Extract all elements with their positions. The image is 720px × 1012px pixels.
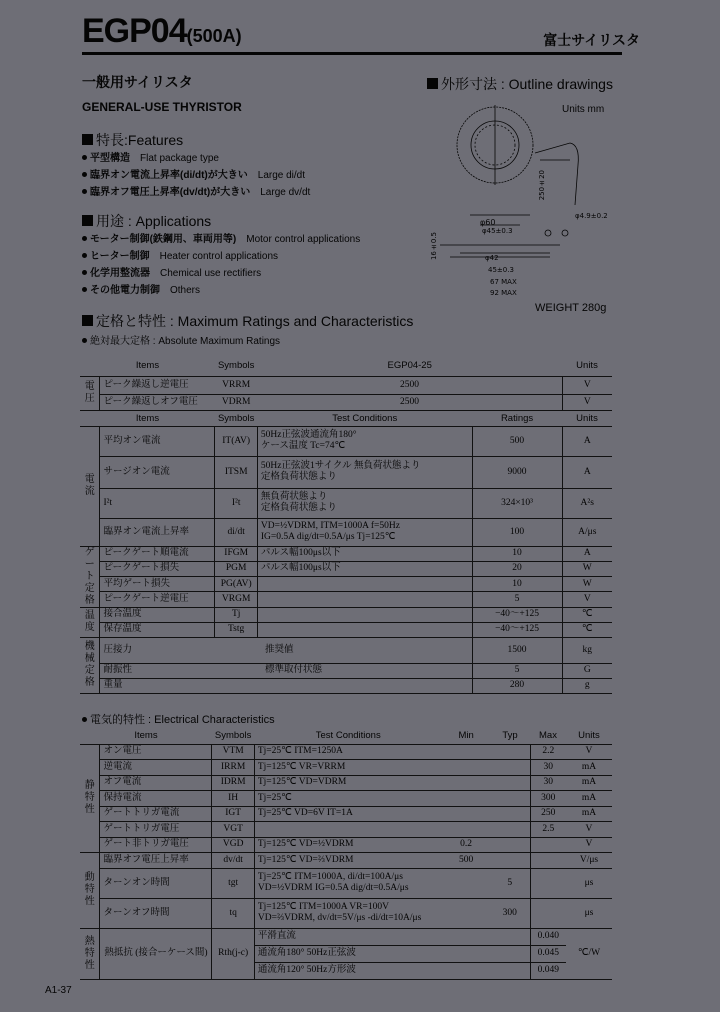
value-typ [490,822,530,838]
item: 保存温度 [100,622,215,637]
item: サージオン電流 [100,456,215,488]
group-label: 温度 [80,607,100,637]
list-item [82,167,310,184]
rating: 324×10³ [472,488,562,518]
unit: A [562,546,612,561]
outline-drawing [440,105,612,305]
test-condition: 50Hz正弦波1サイクル 無負荷状態より 定格負荷状態より [257,456,472,488]
table-row [80,561,612,576]
value-min [442,898,490,928]
symbol: IRRM [212,760,254,776]
value-max [530,868,566,898]
test-condition: Tj=25℃ [254,791,442,807]
item: ゲートトリガ電流 [100,806,212,822]
test-condition [257,592,472,607]
test-condition [257,607,472,622]
model-title [82,14,242,53]
table-row [80,853,612,869]
item-jp: 化学用整流器 [90,268,150,279]
value-max: 250 [530,806,566,822]
col-symbols: Symbols [215,356,257,376]
table-row [80,622,612,637]
table-row [80,376,612,394]
table-row [80,637,612,663]
table-row [80,663,612,678]
item: 重量 [100,678,215,693]
unit: ℃ [562,622,612,637]
symbol: VRGM [215,592,257,607]
value-typ [490,853,530,869]
item-en: Motor control applications [246,234,361,245]
item-jp: ヒーター制御 [90,251,150,262]
jp-subtitle: 一般用サイリスタ [82,75,193,91]
value-max [530,898,566,928]
dim-250: 250±20 [538,170,546,201]
rating: 100 [472,518,562,546]
dim-92max: 92 MAX [490,289,517,297]
item: オン電圧 [100,744,212,760]
unit: W [562,561,612,576]
symbol: I²t [215,488,257,518]
table-row [80,791,612,807]
page-number: A1-37 [45,985,72,996]
unit: A [562,456,612,488]
symbol: VDRM [215,394,257,410]
item: ピークゲート逆電圧 [100,592,215,607]
col-max: Max [530,728,566,744]
list-item [82,231,360,248]
bullet-icon [82,287,87,292]
test-condition [257,577,472,592]
symbol: Rth(j-c) [212,928,254,979]
list-item [82,150,310,167]
item: ピーク繰返しオフ電圧 [100,394,215,410]
table-row [80,577,612,592]
col-ratings: Ratings [472,410,562,426]
value-unit: μs [566,898,612,928]
table-row [80,592,612,607]
value-max: 300 [530,791,566,807]
value-max [530,837,566,853]
item: オフ電流 [100,775,212,791]
value-max: 0.049 [530,962,566,979]
unit: G [562,663,612,678]
group-label: 動特性 [80,853,100,929]
item-en: Large dv/dt [260,187,311,198]
symbol: di/dt [215,518,257,546]
bullet-icon [82,717,87,722]
bullet-icon [82,253,87,258]
table-header [80,356,612,376]
rating: 5 [472,663,562,678]
unit: A/μs [562,518,612,546]
test-condition [254,822,442,838]
col-symbols: Symbols [212,728,254,744]
square-bullet-icon [82,215,93,226]
test-condition: パルス幅100μs以下 [257,546,472,561]
symbol: PG(AV) [215,577,257,592]
weight-label: WEIGHT 280g [535,302,607,314]
symbol: IDRM [212,775,254,791]
rating: −40〜+125 [472,622,562,637]
ratings-title: 定格と特性 : Maximum Ratings and Characteristics [96,313,414,329]
test-condition: パルス幅100μs以下 [257,561,472,576]
features-title: 特長:Features [96,132,184,148]
unit: V [562,376,612,394]
value-min [442,822,490,838]
test-condition: 通流角180° 50Hz正弦波 [254,945,530,962]
item: 平均オン電流 [100,426,215,456]
value-unit: mA [566,775,612,791]
value-min [442,744,490,760]
value-unit: V [566,822,612,838]
table-row [80,456,612,488]
value-min [442,775,490,791]
table-row [80,898,612,928]
table-header [80,410,612,426]
col-conditions: Test Conditions [257,410,472,426]
model-rating: (500A) [186,26,242,46]
col-units: Units [562,356,612,376]
symbol: tgt [212,868,254,898]
col-units: Units [562,410,612,426]
item: ピークゲート損失 [100,561,215,576]
item: 平均ゲート損失 [100,577,215,592]
test-condition: Tj=125℃ VD=½VDRM [254,837,442,853]
item: ターンオフ時間 [100,898,212,928]
dim-45: 45±0.3 [488,266,514,274]
symbol: Tstg [215,622,257,637]
unit: ℃ [562,607,612,622]
dim-phi60: φ60 [480,218,496,227]
value-unit: mA [566,760,612,776]
symbol: IGT [212,806,254,822]
bullet-icon [82,236,87,241]
group-label: 静特性 [80,744,100,853]
rating: 5 [472,592,562,607]
value-max [530,853,566,869]
test-condition: Tj=125℃ VR=VRRM [254,760,442,776]
table-row [80,546,612,561]
test-condition: 通流角120° 50Hz方形波 [254,962,530,979]
item-en: Chemical use rectifiers [160,268,262,279]
item: 熱抵抗 (接合ーケース間) [100,928,212,979]
test-condition: Tj=125℃ VD=VDRM [254,775,442,791]
outline-title: 外形寸法 : Outline drawings [441,76,613,92]
item-en: Others [170,285,201,296]
value-min [442,868,490,898]
value-typ [490,806,530,822]
unit: ℃/W [566,928,612,979]
symbol: tq [212,898,254,928]
outline-section [427,74,613,94]
test-condition: 50Hz正弦波通流角180° ケース温度 Tc=74℃ [257,426,472,456]
brand-label: 富士サイリスタ [543,33,640,49]
symbol: dv/dt [212,853,254,869]
rating: 2500 [257,394,562,410]
value-min [442,760,490,776]
value-max: 2.5 [530,822,566,838]
item: I²t [100,488,215,518]
table-row [80,837,612,853]
test-condition: Tj=125℃ VD=⅔VDRM [254,853,442,869]
table-row [80,394,612,410]
dim-16: 16±0.5 [430,232,438,261]
col-typ: Typ [490,728,530,744]
group-label: 電流 [80,426,100,546]
unit: V [562,592,612,607]
list-item [82,265,360,282]
rating: 10 [472,546,562,561]
test-condition [257,622,472,637]
item: ターンオン時間 [100,868,212,898]
electrical-table [80,728,612,980]
item-en: Heater control applications [159,251,279,262]
value-max: 30 [530,775,566,791]
rating: 1500 [472,637,562,663]
test-condition: Tj=125℃ ITM=1000A VR=100V VD=⅔VDRM, dv/dt=5V/μs -di/dt=10A/μs [254,898,442,928]
unit: kg [562,637,612,663]
item: 耐振性 [100,663,215,678]
features-section [82,130,310,201]
symbol: VGT [212,822,254,838]
title-rule [82,52,622,55]
item-jp: その他電力制御 [90,285,160,296]
test-condition: VD=½VDRM, ITM=1000A f=50Hz IG=0.5A dig/dt=0.5A/μs Tj=125℃ [257,518,472,546]
symbol: VRRM [215,376,257,394]
table-header [80,728,612,744]
item-jp: モーター制御(鉄鋼用、車両用等) [90,234,237,245]
dim-67max: 67 MAX [490,278,517,286]
rating: 10 [472,577,562,592]
col-items: Items [80,728,212,744]
value-max: 2.2 [530,744,566,760]
item: 臨界オン電流上昇率 [100,518,215,546]
col-items: Items [80,356,215,376]
item: 圧接力 [100,637,215,663]
col-items: Items [80,410,215,426]
value-typ: 300 [490,898,530,928]
rating: 500 [472,426,562,456]
symbol: VTM [212,744,254,760]
symbol: VGD [212,837,254,853]
rating: 280 [472,678,562,693]
ratings-table [80,356,612,694]
symbol: IH [212,791,254,807]
col-units: Units [566,728,612,744]
value-unit: V [566,744,612,760]
table-row [80,488,612,518]
value-min: 500 [442,853,490,869]
list-item [82,248,360,265]
table-row [80,822,612,838]
value-min: 0.2 [442,837,490,853]
en-subtitle: GENERAL-USE THYRISTOR [82,100,242,114]
symbol: IT(AV) [215,426,257,456]
bullet-icon [82,270,87,275]
group-label: 機械定格 [80,637,100,693]
table-row [80,426,612,456]
table-row [80,868,612,898]
col-symbols: Symbols [215,410,257,426]
item: 保持電流 [100,791,212,807]
table-row [80,775,612,791]
test-condition: 標準取付状態 [215,663,472,678]
table-row [80,518,612,546]
col-min: Min [442,728,490,744]
list-item [82,282,360,299]
test-condition: Tj=25℃ VD=6V IT=1A [254,806,442,822]
electrical-title: 電気的特性 : Electrical Characteristics [90,714,275,726]
rating: −40〜+125 [472,607,562,622]
table-row [80,806,612,822]
value-max: 30 [530,760,566,776]
value-typ [490,837,530,853]
value-min [442,791,490,807]
group-label: 熱特性 [80,928,100,979]
bullet-icon [82,155,87,160]
item: ピーク繰返し逆電圧 [100,376,215,394]
list-item [82,184,310,201]
item: 逆電流 [100,760,212,776]
unit: A [562,426,612,456]
rating: 2500 [257,376,562,394]
dim-phi4-9: φ4.9±0.2 [575,212,608,220]
value-max: 0.045 [530,945,566,962]
item-jp: 臨界オフ電圧上昇率(dv/dt)が大きい [90,187,251,198]
value-typ: 5 [490,868,530,898]
value-unit: V [566,837,612,853]
square-bullet-icon [427,78,438,89]
item: 接合温度 [100,607,215,622]
rating: 20 [472,561,562,576]
test-condition: Tj=25℃ ITM=1000A, di/dt=100A/μs VD=½VDRM IG=0.5A dig/dt=0.5A/μs [254,868,442,898]
unit: g [562,678,612,693]
ratings-subtitle: 絶対最大定格 : Absolute Maximum Ratings [90,336,281,347]
item: ゲート非トリガ電圧 [100,837,212,853]
value-unit: V/μs [566,853,612,869]
value-min [442,806,490,822]
item: ピークゲート順電流 [100,546,215,561]
group-label: 電圧 [80,376,100,410]
item: 臨界オフ電圧上昇率 [100,853,212,869]
table-row [80,678,612,693]
test-condition: 平滑直流 [254,928,530,945]
dim-phi42: φ42 [485,254,499,262]
unit: V [562,394,612,410]
test-condition: 推奨値 [215,637,472,663]
table-row [80,744,612,760]
model-name: EGP04 [82,12,187,50]
value-unit: mA [566,791,612,807]
symbol: IFGM [215,546,257,561]
square-bullet-icon [82,315,93,326]
bullet-icon [82,189,87,194]
applications-section [82,211,360,299]
square-bullet-icon [82,134,93,145]
value-typ [490,791,530,807]
item-en: Flat package type [140,153,219,164]
electrical-section [82,712,275,729]
col-model: EGP04-25 [257,356,562,376]
bullet-icon [82,338,87,343]
value-typ [490,760,530,776]
dim-phi45: φ45±0.3 [482,227,513,235]
outline-units: Units mm [562,104,605,115]
item-jp: 臨界オン電流上昇率(di/dt)が大きい [90,170,248,181]
test-condition [215,678,472,693]
bullet-icon [82,172,87,177]
test-condition: Tj=25℃ ITM=1250A [254,744,442,760]
symbol: Tj [215,607,257,622]
symbol: ITSM [215,456,257,488]
group-label: ゲート定格 [80,546,100,607]
table-row [80,607,612,622]
value-typ [490,744,530,760]
rating: 9000 [472,456,562,488]
unit: A²s [562,488,612,518]
unit: W [562,577,612,592]
col-conditions: Test Conditions [254,728,442,744]
item-jp: 平型構造 [90,153,130,164]
value-unit: mA [566,806,612,822]
item-en: Large di/dt [257,170,306,181]
value-unit: μs [566,868,612,898]
applications-title: 用途 : Applications [96,213,212,229]
value-typ [490,775,530,791]
table-row [80,928,612,945]
symbol: PGM [215,561,257,576]
test-condition: 無負荷状態より 定格負荷状態より [257,488,472,518]
table-row [80,760,612,776]
ratings-section [82,311,413,350]
item: ゲートトリガ電圧 [100,822,212,838]
value-max: 0.040 [530,928,566,945]
